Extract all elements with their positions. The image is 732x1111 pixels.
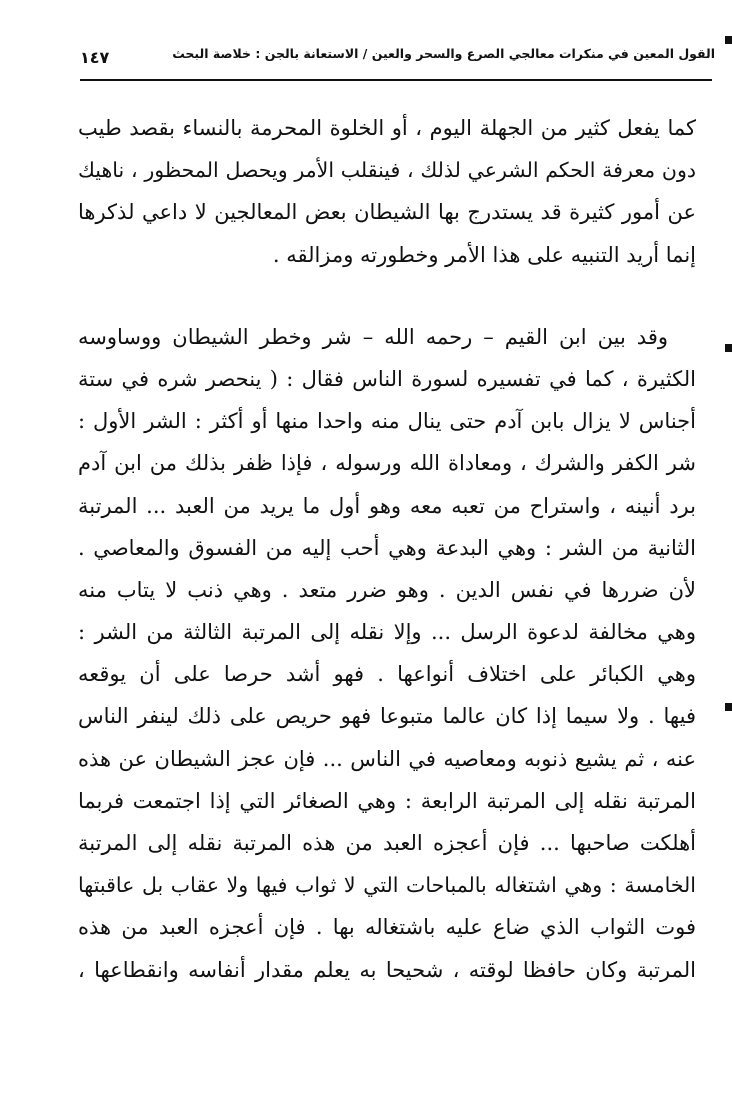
text-line: الخامسة : وهي اشتغاله بالمباحات التي لا ثواب فيها ولا عقاب بل عاقبتها: [78, 873, 696, 898]
margin-mark: [725, 344, 732, 352]
text-line: دون معرفة الحكم الشرعي لذلك ، فينقلب الأمر ويحصل المحظور ، ناهيك: [78, 158, 696, 183]
margin-mark: [725, 703, 732, 711]
text-line: أجناس لا يزال بابن آدم حتى ينال منه واحدا منها أو أكثر : الشر الأول :: [78, 409, 696, 434]
margin-mark: [725, 36, 732, 44]
text-line: الكثيرة ، كما في تفسيره لسورة الناس فقال : ( ينحصر شره في ستة: [78, 366, 696, 391]
text-line: عنه ، ثم يشيع ذنوبه ومعاصيه في الناس ... فإن عجز الشيطان عن هذه: [78, 746, 696, 771]
text-line: لأن ضررها في نفس الدين . وهو ضرر متعد . وهي ذنب لا يتاب منه: [78, 577, 696, 602]
text-line: أهلكت صاحبها ... فإن أعجزه العبد من هذه المرتبة نقله إلى المرتبة: [78, 831, 696, 855]
text-line: فوت الثواب الذي ضاع عليه باشتغاله بها . فإن أعجزه العبد من هذه: [78, 915, 696, 940]
text-line: وهي مخالفة لدعوة الرسل ... وإلا نقله إلى المرتبة الثالثة من الشر :: [78, 620, 696, 645]
paragraph-gap: [78, 276, 696, 316]
page-number: ١٤٧: [80, 48, 110, 67]
text-line: فيها . ولا سيما إذا كان عالما متبوعا فهو حريص على ذلك لينفر الناس: [78, 704, 696, 729]
text-line: إنما أريد التنبيه على هذا الأمر وخطورته ومزالقه .: [272, 242, 696, 267]
page-header: [80, 40, 715, 78]
paragraph-1: [78, 107, 696, 276]
text-line: كما يفعل كثير من الجهلة اليوم ، أو الخلوة المحرمة بالنساء بقصد طيب: [78, 116, 696, 140]
paragraph-2: [78, 316, 696, 991]
text-line: برد أنينه ، واستراح من تعبه معه وهو أول ما يريد من العبد ... المرتبة: [78, 493, 696, 518]
text-line: وقد بين ابن القيم – رحمه الله – شر وخطر الشيطان ووساوسه: [78, 324, 668, 349]
text-line: المرتبة وكان حافظا لوقته ، شحيحا به يعلم مقدار أنفاسه وانقطاعها ،: [78, 957, 696, 982]
body-text: [78, 107, 696, 991]
running-title: القول المعين في منكرات معالجي الصرع والسحر والعين / الاستعانة بالجن : خلاصة البحث: [172, 46, 715, 61]
text-line: وهي الكبائر على اختلاف أنواعها . فهو أشد حرصا على أن يوقعه: [78, 662, 696, 687]
text-line: الثانية من الشر : وهي البدعة وهي أحب إليه من الفسوق والمعاصي .: [78, 535, 696, 560]
text-line: عن أمور كثيرة قد يستدرج بها الشيطان بعض المعالجين لا داعي لذكرها: [78, 200, 696, 225]
header-rule: [80, 79, 712, 81]
text-line: شر الكفر والشرك ، ومعاداة الله ورسوله ، فإذا ظفر بذلك من ابن آدم: [78, 451, 696, 476]
text-line: المرتبة نقله إلى المرتبة الرابعة : وهي الصغائر التي إذا اجتمعت فربما: [78, 788, 696, 813]
